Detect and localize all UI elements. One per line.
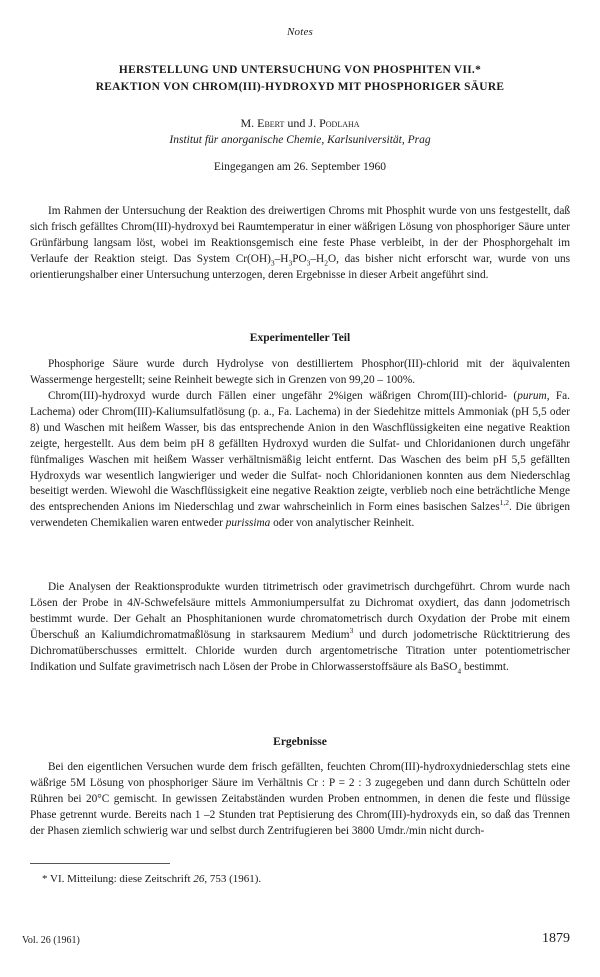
intro-paragraph: Im Rahmen der Untersuchung der Reaktion des dreiwertigen Chroms mit Phosphit wurde von uns festgestellt, daß sich frisch gefälltes Chrom(III)-hydroxyd bei Raumtemperatur in einer wäßrigen Lösung von phosphoriger Säure unter Grünfärbung langsam löst, wobei im Reaktionsgemisch eine feste Phase verbleibt, in der der Phosphorgehalt im Verlaufe der Reaktion steigt. Das System $Cr(OH)_3-H_3PO_3-H_2O$, das bisher nicht erforscht war, wurde von uns orientierungshalber einer Untersuchung unterzogen, deren Ergebnisse in dieser Arbeit angeführt sind. [30, 205, 571, 281]
footnote-divider [30, 863, 170, 864]
results-paragraph-1: Bei den eigentlichen Versuchen wurde dem frisch gefällten, feuchten Chrom(III)-hydroxydniederschlag stets eine wäßrige 5M Lösung von phosphoriger Säure im Verhältnis Cr : P = 2 : 3 zugegeben und dann durch Schütteln oder Rühren bei 20°C gemischt. In gewissen Zeitabständen wurden Proben entnommen, in denen die feste und flüssige Phase getrennt wurde. Bereits nach 1 –2 Stunden trat Peptisierung des Chrom(III)-hydroxyds ein, so daß das Trennen der Phasen ziemlich schwierig war und selbst durch Zentrifugieren bei 3800 Umdr./min nicht durch- [30, 761, 570, 837]
running-head: Notes [286, 26, 314, 38]
title-line-2: REAKTION VON CHROM(III)-HYDROXYD MIT PHOSPHORIGER SÄURE [95, 81, 505, 93]
author-1-initial: M. [240, 116, 255, 130]
article-title [30, 62, 570, 96]
footnote: * VI. Mitteilung: diese Zeitschrift 26, 753 (1961). [42, 873, 262, 885]
page-number: 1879 [542, 931, 570, 946]
authors [0, 116, 600, 131]
title-line-1: HERSTELLUNG UND UNTERSUCHUNG VON PHOSPHITEN VII.* [118, 64, 482, 76]
section-heading-results: Ergebnisse [273, 736, 327, 748]
authors-conjunction: und [287, 116, 306, 130]
section-heading-experimental: Experimenteller Teil [249, 332, 351, 344]
experimental-paragraph-3: Die Analysen der Reaktionsprodukte wurden titrimetrisch oder gravimetrisch durchgeführt. Chrom wurde nach Lösen der Probe in 4N-Schwefelsäure mittels Ammoniumpersulfat zu Dichromat oxydiert, das dann jodometrisch bestimmt wurde. Der Gehalt an Phosphitanionen wurde chromatometrisch durch Oxydation der Probe mit einem Überschuß an Kaliumdichromatmaßlösung in starksaurem Medium$^3$ und durch jodometrische Rücktitrierung des Dichromatüberschusses ermittelt. Chloride wurden durch argentometrische Titration unter potentiometrischer Indikation und Sulfate gravimetrisch nach Lösen der Probe in Chlorwasserstoffsäure als BaSO$_4$ bestimmt. [30, 581, 570, 675]
received-date: Eingegangen am 26. September 1960 [213, 161, 387, 173]
affiliation: Institut für anorganische Chemie, Karlsuniversität, Prag [169, 134, 431, 146]
experimental-paragraph-2: Chrom(III)-hydroxyd wurde durch Fällen einer ungefähr 2%igen wäßrigen Chrom(III)-chlorid- (purum, Fa. Lachema) oder Chrom(III)-Kaliumsulfatlösung (p. a., Fa. Lachema) in der Siedehitze mittels Ammoniak (pH 5,5 oder 8) und Waschen mit heißem Wasser, bis das entsprechende Anion in den Waschflüssigkeiten eine negative Reaktion zeigte, hergestellt. Aus dem beim pH 8 gefällten Hydroxyd wurden die Sulfat- und Chloridanionen durch ungefähr fünfmaliges Waschen mit heißem Wasser verhältnismäßig leicht entfernt. Das Waschen des beim pH 5,5 gefällten Hydroxyds war wesentlich langwieriger und weder die Sulfat- noch Chloridanionen konnten aus dem Niederschlag beseitigt werden. Wiewohl die Waschflüssigkeit eine negative Reaktion zeigte, verblieb noch eine beträchtliche Menge des entsprechenden Anions im Niederschlag und zwar wahrscheinlich in Form eines basischen Salzes$^{1,2}$. Die übrigen verwendeten Chemikalien waren entweder purissima oder von analytischer Reinheit. [30, 390, 570, 530]
author-2-surname: Podlaha [319, 116, 360, 130]
experimental-paragraph-1: Phosphorige Säure wurde durch Hydrolyse von destilliertem Phosphor(III)-chlorid mit der äquivalenten Wassermenge hergestellt; seine Reinheit bewegte sich in Grenzen von 99,20 – 100%. [30, 358, 570, 386]
author-2-initial: J. [308, 116, 317, 130]
volume-label: Vol. 26 (1961) [22, 935, 80, 946]
author-1-surname: Ebert [257, 116, 285, 130]
